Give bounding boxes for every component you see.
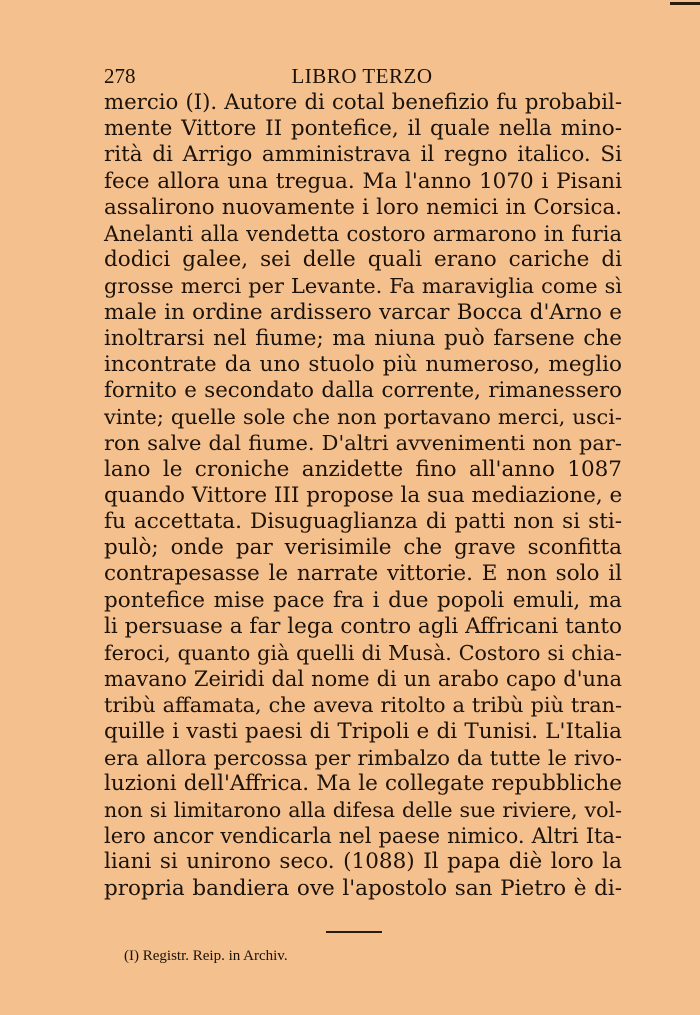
text-line: ron salve dal fiume. D'altri avvenimenti non par- [104,431,622,456]
text-line: rità di Arrigo amministrava il regno italico. Si [104,142,622,168]
text-line: liani si unirono seco. (1088) Il papa diè loro la [104,849,622,875]
text-line: fornito e secondato dalla corrente, rimanessero [104,378,622,404]
text-line: li persuase a far lega contro agli Affricani tanto [104,613,622,639]
text-line: vinte; quelle sole che non portavano merci, usci- [104,405,622,430]
text-line: male in ordine ardissero varcar Bocca d'Arno e [104,299,622,325]
corner-mark [670,2,700,5]
page-number: 278 [104,64,136,88]
text-line: fece allora una tregua. Ma l'anno 1070 i Pisani [104,168,622,194]
footnote: (I) Registr. Reip. in Archiv. [124,948,288,964]
text-line: dodici galee, sei delle quali erano cariche di [104,247,622,273]
text-line: propria bandiera ove l'apostolo san Pietro è di- [104,875,622,901]
text-line: mente Vittore II pontefice, il quale nella mino- [104,116,622,142]
text-line: Anelanti alla vendetta costoro armarono in furia [104,220,622,246]
text-line: lano le croniche anzidette fino all'anno 1087 [104,456,622,482]
body-text [104,90,622,902]
text-line: pontefice mise pace fra i due popoli emuli, ma [104,587,622,613]
text-line: contrapesasse le narrate vittorie. E non solo il [104,561,622,587]
text-line: luzioni dell'Affrica. Ma le collegate repubbliche [104,770,622,796]
text-line: tribù affamata, che aveva ritolto a tribù più tran- [104,693,622,718]
text-line: grosse merci per Levante. Fa maraviglia come sì [104,274,622,299]
text-line: quille i vasti paesi di Tripoli e di Tunisi. L'Italia [104,718,622,744]
footnote-rule [326,931,382,933]
text-line: assalirono nuovamente i loro nemici in Corsica. [104,194,622,220]
text-line: lero ancor vendicarla nel paese nimico. Altri Ita- [104,824,622,849]
text-line: mercio (I). Autore di cotal benefizio fu probabil- [104,90,622,115]
text-line: era allora percossa per rimbalzo da tutte le rivo- [104,745,622,770]
text-line: feroci, quanto già quelli di Musà. Costoro si chia- [104,640,622,665]
text-line: non si limitarono alla difesa delle sue riviere, vol- [104,798,622,823]
text-line: quando Vittore III propose la sua mediazione, e [104,482,623,508]
text-line: incontrate da uno stuolo più numeroso, meglio [104,351,622,377]
running-head: LIBRO TERZO [291,64,433,88]
text-line: mavano Zeiridi dal nome di un arabo capo d'una [104,667,622,692]
text-line: pulò; onde par verisimile che grave sconfitta [104,535,622,561]
text-line: fu accettata. Disuguaglianza di patti non si sti- [104,509,622,534]
page-header [104,62,620,90]
text-line: inoltrarsi nel fiume; ma niuna può farsene che [104,325,622,351]
